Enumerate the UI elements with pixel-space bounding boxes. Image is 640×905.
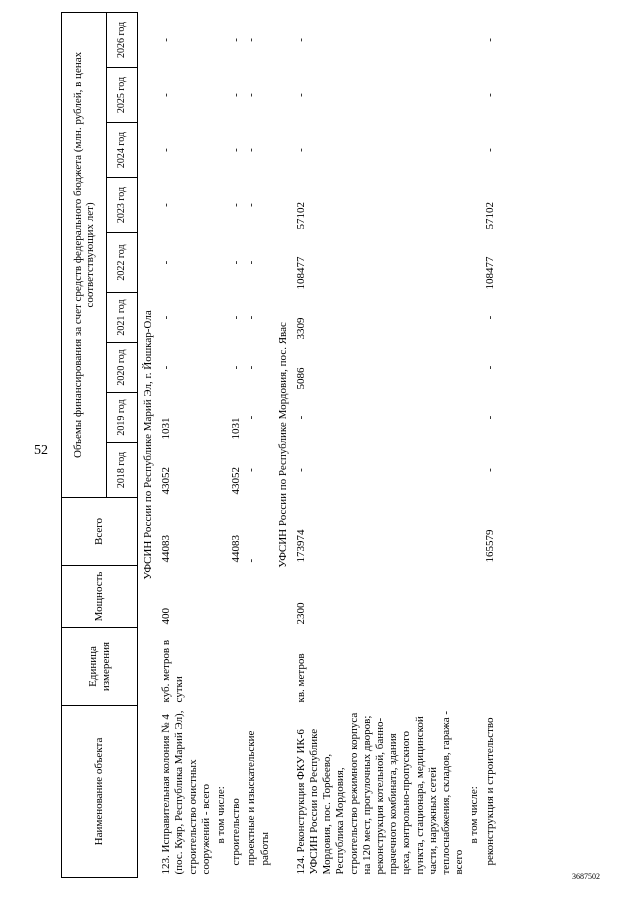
year-value-cell: - xyxy=(483,468,496,472)
year-value-cell: - xyxy=(230,148,243,152)
table-row xyxy=(159,12,214,877)
year-value-cell: - xyxy=(230,203,243,207)
object-name: в том числе: xyxy=(214,786,227,844)
capacity-cell xyxy=(483,566,498,628)
year-value-cell xyxy=(467,68,482,123)
year-value-cell xyxy=(467,393,482,443)
year-value-cell xyxy=(214,233,229,293)
year-value-cell: - xyxy=(160,93,173,97)
year-value-cell: - xyxy=(245,365,258,370)
unit-cell: куб. метров в сутки xyxy=(160,639,186,703)
unit-cell xyxy=(483,628,498,706)
year-value-cell: - xyxy=(294,93,307,97)
header-capacity: Мощность xyxy=(62,566,138,628)
year-value-cell xyxy=(467,12,482,67)
table-row xyxy=(467,12,482,877)
year-value-cell xyxy=(467,293,482,343)
section-title: УФСИН России по Республике Марий Эл, г. Йошкар-Ола xyxy=(142,310,154,580)
header-unit: Единица измерения xyxy=(62,628,138,706)
table-row xyxy=(214,12,229,877)
year-value-cell: - xyxy=(160,260,173,265)
header-year: 2025 год xyxy=(107,68,138,123)
capacity-cell xyxy=(244,566,272,628)
year-value-cell: - xyxy=(483,148,496,152)
year-value-cell: - xyxy=(294,415,307,420)
year-value-cell xyxy=(214,123,229,178)
year-value-cell: 1031 xyxy=(160,417,173,440)
capacity-cell: 2300 xyxy=(294,602,307,625)
year-value-cell: 57102 xyxy=(294,202,307,230)
total-cell: - xyxy=(245,558,258,563)
year-value-cell: - xyxy=(160,315,173,320)
unit-cell xyxy=(467,628,482,706)
year-value-cell xyxy=(214,12,229,67)
year-value-cell: - xyxy=(160,38,173,42)
header-year: 2024 год xyxy=(107,123,138,178)
header-year: 2023 год xyxy=(107,178,138,233)
total-cell: 165579 xyxy=(483,529,496,563)
object-name: реконструкция и строительство xyxy=(483,717,496,866)
year-value-cell xyxy=(467,443,482,498)
year-value-cell: 1031 xyxy=(230,417,243,440)
table-row xyxy=(244,12,272,877)
year-value-cell: - xyxy=(483,415,496,420)
capacity-cell: 400 xyxy=(160,608,173,625)
unit-cell xyxy=(244,628,272,706)
table-row xyxy=(294,12,467,877)
year-value-cell: 3309 xyxy=(294,317,307,340)
year-value-cell xyxy=(467,178,482,233)
object-name: строительство xyxy=(230,798,243,866)
year-value-cell xyxy=(467,343,482,393)
year-value-cell: - xyxy=(160,365,173,370)
section-header-row xyxy=(138,12,160,877)
table-row xyxy=(483,12,498,877)
year-value-cell: 43052 xyxy=(160,467,173,495)
total-cell: 173974 xyxy=(294,529,307,563)
header-year: 2019 год xyxy=(107,393,138,443)
year-value-cell xyxy=(214,443,229,498)
header-year: 2022 год xyxy=(107,233,138,293)
year-value-cell: - xyxy=(230,365,243,370)
year-value-cell: - xyxy=(245,468,258,472)
document-id: 3687502 xyxy=(572,872,600,881)
page-number: 52 xyxy=(34,443,48,458)
header-year: 2018 год xyxy=(107,443,138,498)
total-cell xyxy=(467,498,482,566)
year-value-cell: - xyxy=(294,38,307,42)
year-value-cell xyxy=(214,178,229,233)
year-value-cell xyxy=(467,233,482,293)
capacity-cell xyxy=(229,566,244,628)
header-year: 2021 год xyxy=(107,293,138,343)
unit-cell xyxy=(214,628,229,706)
header-funding-group: Объемы финансирования за счет средств федерального бюджета (млн. рублей, в ценах соответствующих лет) xyxy=(62,12,107,497)
year-value-cell: - xyxy=(245,415,258,420)
total-cell: 44083 xyxy=(160,535,173,563)
year-value-cell: - xyxy=(245,93,258,97)
year-value-cell: - xyxy=(160,203,173,207)
year-value-cell xyxy=(214,343,229,393)
year-value-cell xyxy=(214,393,229,443)
object-name: в том числе: xyxy=(468,786,481,844)
year-value-cell: - xyxy=(230,93,243,97)
year-value-cell: - xyxy=(483,315,496,320)
funding-table xyxy=(61,12,498,878)
header-name: Наименование объекта xyxy=(62,706,138,878)
header-year: 2026 год xyxy=(107,12,138,67)
header-total: Всего xyxy=(62,498,138,566)
object-name: 123. Исправительная колония № 4 (пос. Куяр, Республика Марий Эл), строительство очистных сооружений - всего xyxy=(160,710,212,875)
year-value-cell: - xyxy=(483,365,496,370)
table-row xyxy=(229,12,244,877)
year-value-cell: 108477 xyxy=(483,256,496,290)
year-value-cell: - xyxy=(230,260,243,265)
header-year: 2020 год xyxy=(107,343,138,393)
year-value-cell: - xyxy=(245,315,258,320)
table-body xyxy=(138,12,498,877)
capacity-cell xyxy=(467,566,482,628)
year-value-cell: - xyxy=(245,38,258,42)
year-value-cell: 57102 xyxy=(483,202,496,230)
unit-cell: кв. метров xyxy=(294,653,307,703)
year-value-cell: - xyxy=(160,148,173,152)
total-cell: 44083 xyxy=(230,535,243,563)
section-title: УФСИН России по Республике Мордовия, пос. Явас xyxy=(276,322,289,568)
year-value-cell: - xyxy=(483,38,496,42)
object-name: 124. Реконструкция ФКУ ИК-6 УФСИН России по Республике Мордовия, пос. Торбеево, Республика Мордовия, строительство режимного корпуса на 120 мест, прогулочных дворов; реконструкция котельной, банно-прачечного комбината, здания цеха, контрольно-пропускного пункта, стационара, медицинской части, наружных сетей теплоснабжения, складов, гаража - всего xyxy=(294,710,466,875)
year-value-cell: - xyxy=(483,93,496,97)
year-value-cell xyxy=(214,293,229,343)
year-value-cell: - xyxy=(230,315,243,320)
year-value-cell: 5086 xyxy=(294,367,307,390)
year-value-cell: 108477 xyxy=(294,256,307,290)
year-value-cell: - xyxy=(245,260,258,265)
year-value-cell: - xyxy=(294,468,307,472)
object-name: проектные и изыскательские работы xyxy=(245,730,271,866)
year-value-cell: - xyxy=(245,148,258,152)
unit-cell xyxy=(229,628,244,706)
capacity-cell xyxy=(214,566,229,628)
rotated-table-region xyxy=(61,13,621,878)
year-value-cell: - xyxy=(245,203,258,207)
year-value-cell: - xyxy=(294,148,307,152)
year-value-cell xyxy=(467,123,482,178)
section-header-row xyxy=(273,12,294,877)
year-value-cell xyxy=(214,68,229,123)
year-value-cell: - xyxy=(230,38,243,42)
year-value-cell: 43052 xyxy=(230,467,243,495)
total-cell xyxy=(214,498,229,566)
